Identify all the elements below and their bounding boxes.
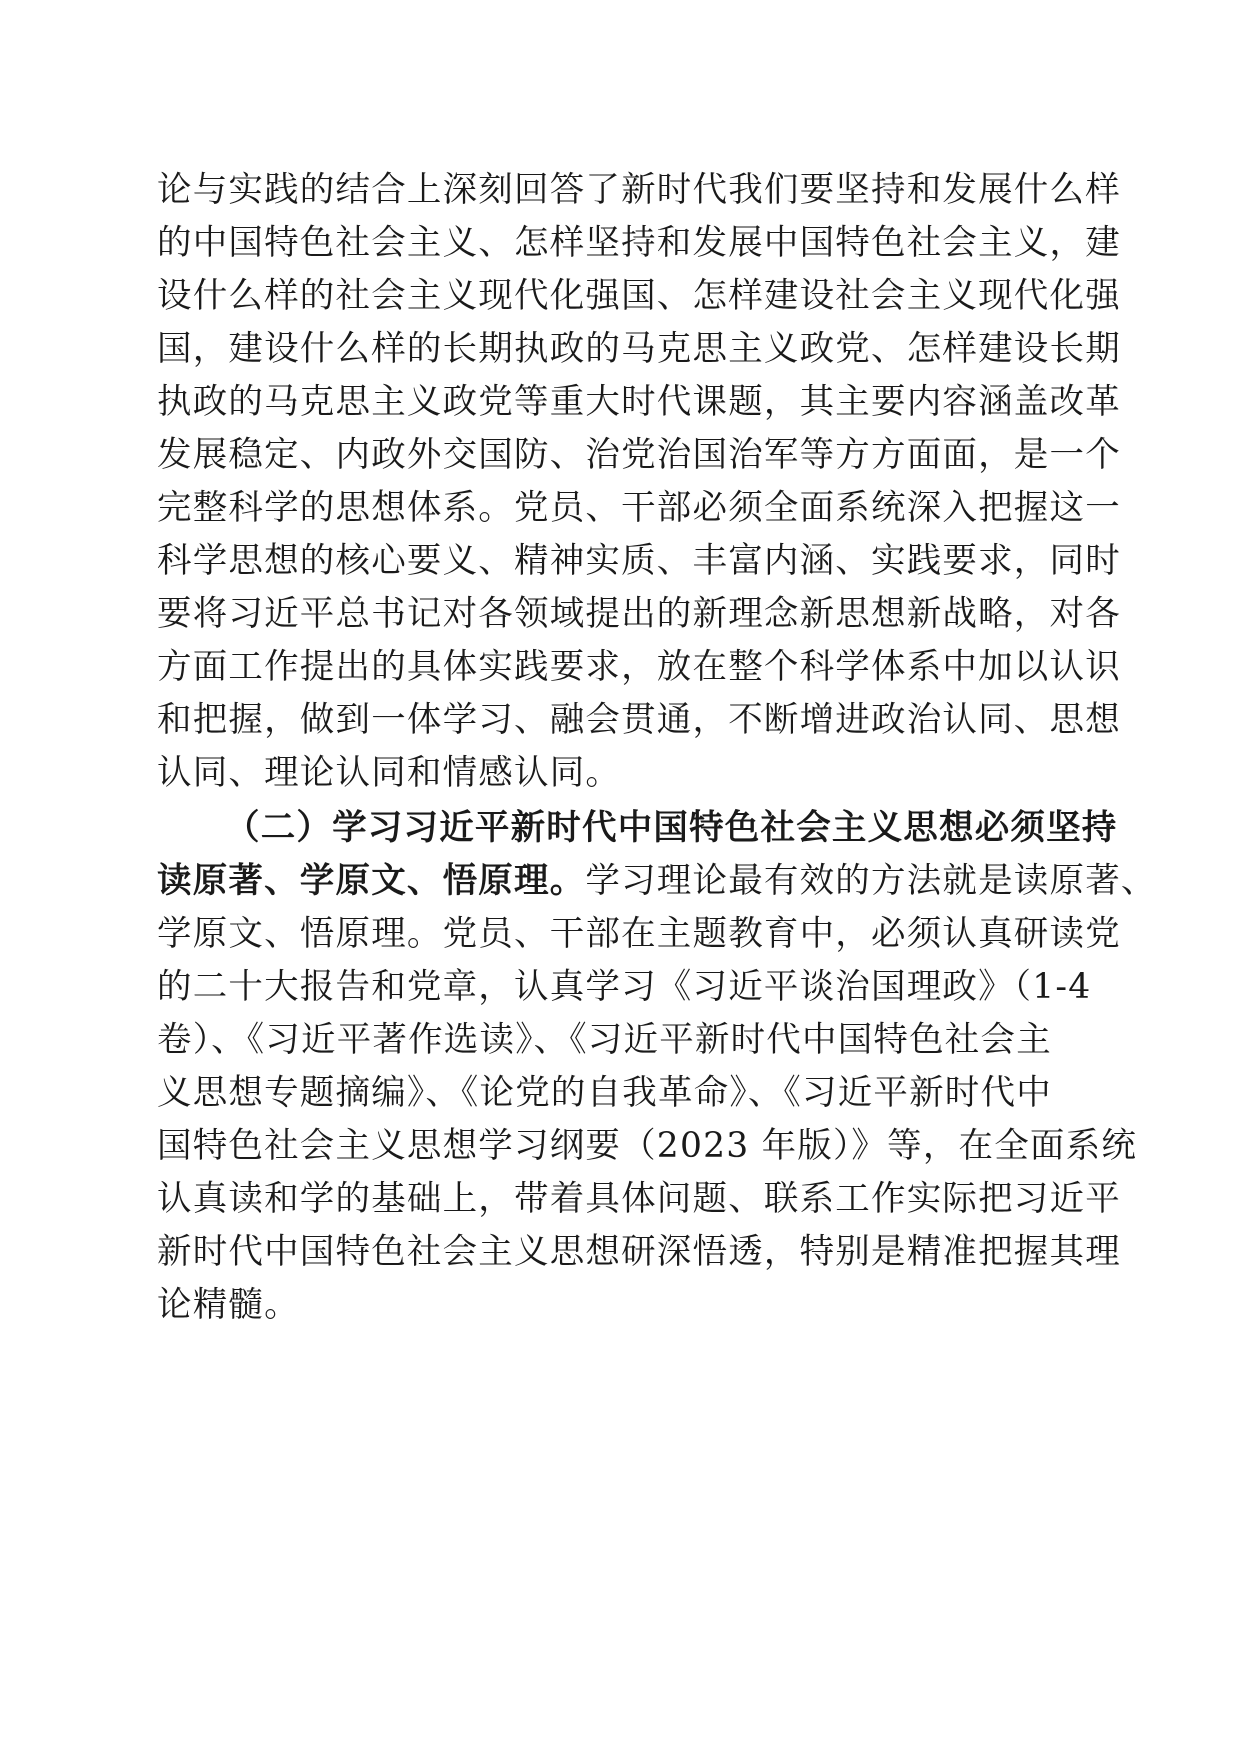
paragraph-1-line: 方面工作提出的具体实践要求，放在整个科学体系中加以认识	[157, 647, 1121, 687]
section-heading-end: 读原著、学原文、悟原理。	[157, 861, 586, 901]
paragraph-1-line: 国，建设什么样的长期执政的马克思主义政党、怎样建设长期	[157, 329, 1121, 369]
paragraph-1-line: 完整科学的思想体系。党员、干部必须全面系统深入把握这一	[157, 488, 1121, 528]
paragraph-2-line: 认真读和学的基础上，带着具体问题、联系工作实际把习近平	[157, 1179, 1121, 1219]
paragraph-2-line: 义思想专题摘编》、《论党的自我革命》、《习近平新时代中	[157, 1073, 1052, 1113]
paragraph-2-text: 学习理论最有效的方法就是读原著、	[585, 861, 1157, 901]
paragraph-2-line: 论精髓。	[157, 1285, 300, 1325]
paragraph-2-line: 学原文、悟原理。党员、干部在主题教育中，必须认真研读党	[157, 914, 1121, 954]
paragraph-1-line: 设什么样的社会主义现代化强国、怎样建设社会主义现代化强	[157, 276, 1121, 316]
paragraph-1-line: 的中国特色社会主义、怎样坚持和发展中国特色社会主义，建	[157, 223, 1121, 263]
paragraph-2-line: 新时代中国特色社会主义思想研深悟透，特别是精准把握其理	[157, 1232, 1121, 1272]
paragraph-1-line: 执政的马克思主义政党等重大时代课题，其主要内容涵盖改革	[157, 382, 1121, 422]
paragraph-1-line: 论与实践的结合上深刻回答了新时代我们要坚持和发展什么样	[157, 170, 1121, 210]
paragraph-1-line: 发展稳定、内政外交国防、治党治国治军等方方面面，是一个	[157, 435, 1121, 475]
paragraph-1-line: 和把握，做到一体学习、融会贯通，不断增进政治认同、思想	[157, 700, 1121, 740]
paragraph-1-line: 认同、理论认同和情感认同。	[157, 753, 622, 793]
section-heading: （二）学习习近平新时代中国特色社会主义思想必须坚持	[225, 808, 1118, 848]
paragraph-1-line: 要将习近平总书记对各领域提出的新理念新思想新战略，对各	[157, 594, 1121, 634]
paragraph-2-line: 国特色社会主义思想学习纲要（2023 年版）》等，在全面系统	[157, 1126, 1138, 1166]
paragraph-2-line: 的二十大报告和党章，认真学习《习近平谈治国理政》（1-4	[157, 967, 1092, 1007]
paragraph-2-line: 卷）、《习近平著作选读》、《习近平新时代中国特色社会主	[157, 1020, 1052, 1060]
paragraph-2-line	[157, 852, 1157, 910]
paragraph-1-line: 科学思想的核心要义、精神实质、丰富内涵、实践要求，同时	[157, 541, 1121, 581]
